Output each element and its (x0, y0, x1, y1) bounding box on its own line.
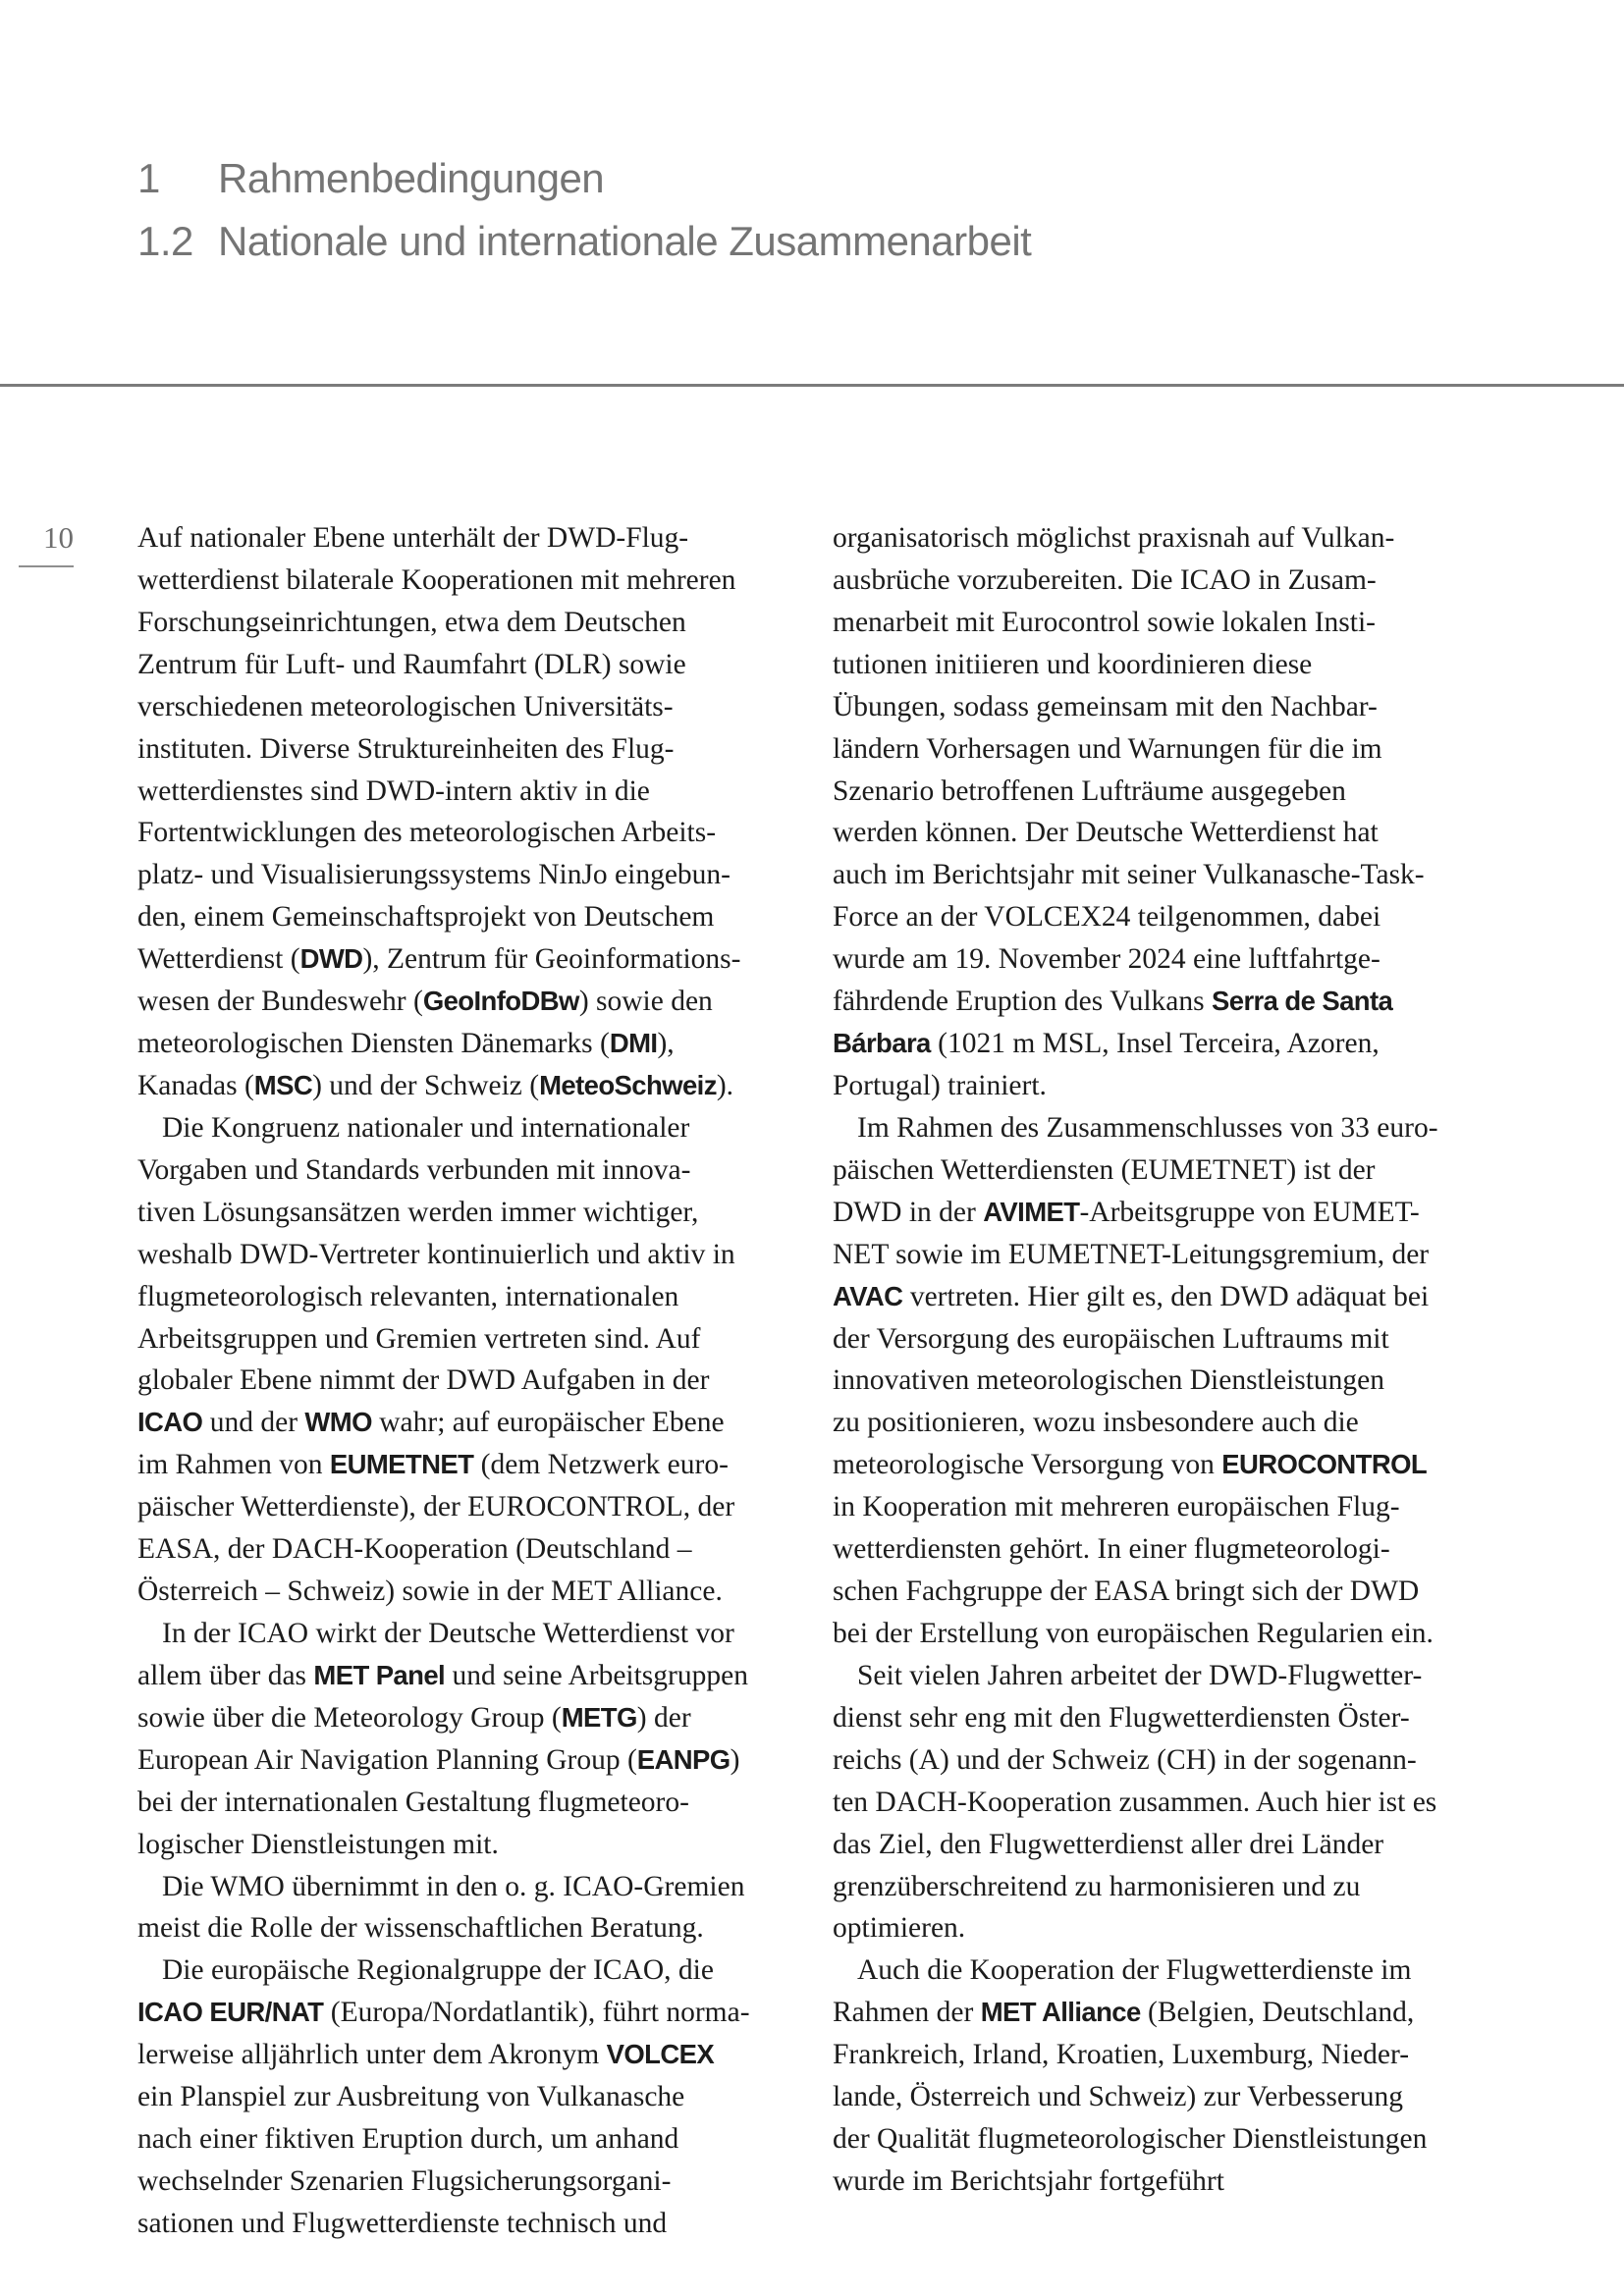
bold-acronym: EANPG (636, 1743, 731, 1775)
text-line: Österreich – Schweiz) sowie in der MET Alliance. (137, 1575, 723, 1608)
text-line: Übungen, sodass gemeinsam mit den Nachbar- (833, 690, 1378, 722)
section-number: 1.2 (137, 218, 193, 264)
bold-acronym: Serra de Santa (1212, 986, 1393, 1017)
chapter-heading (137, 147, 1031, 210)
text-line: tiven Lösungsansätzen werden immer wichtiger, (137, 1196, 699, 1228)
text-line: Die WMO übernimmt in den o. g. ICAO-Gremien (162, 1870, 745, 1902)
text-line: lande, Österreich und Schweiz) zur Verbesserung (833, 2081, 1404, 2113)
text-line: instituten. Diverse Struktureinheiten des Flug- (137, 732, 675, 765)
text-line: Portugal) trainiert. (833, 1069, 1047, 1101)
paragraph (137, 1107, 825, 1613)
bold-acronym: EUROCONTROL (1221, 1449, 1428, 1480)
text-line: wetterdienstes sind DWD-intern aktiv in die (137, 774, 650, 807)
text-line: menarbeit mit Eurocontrol sowie lokalen Insti- (833, 606, 1376, 638)
page-number: 10 (43, 520, 74, 555)
text-line: meteorologische Versorgung von EUROCONTROL (833, 1449, 1428, 1481)
paragraph (137, 1949, 825, 2244)
chapter-title: Rahmenbedingungen (218, 155, 605, 201)
text-line: ICAO und der WMO wahr; auf europäischer Ebene (137, 1407, 725, 1439)
bold-acronym: MeteoSchweiz (539, 1069, 717, 1100)
bold-acronym: GeoInfoDBw (422, 986, 579, 1017)
body-column-right (833, 517, 1520, 2203)
text-line: zu positionieren, wozu insbesondere auch die (833, 1407, 1359, 1439)
text-line: wetterdienst bilaterale Kooperationen mit mehreren (137, 563, 736, 596)
paragraph (137, 1613, 825, 1866)
text-line: schen Fachgruppe der EASA bringt sich der DWD (833, 1575, 1420, 1608)
bold-acronym: VOLCEX (606, 2039, 715, 2070)
text-line: reichs (A) und der Schweiz (CH) in der sogenann- (833, 1743, 1417, 1776)
text-line: Rahmen der MET Alliance (Belgien, Deutschland, (833, 1997, 1415, 2029)
text-line: den, einem Gemeinschaftsprojekt von Deutschem (137, 901, 715, 934)
text-line: päischen Wetterdiensten (EUMETNET) ist der (833, 1153, 1376, 1186)
text-line: optimieren. (833, 1912, 966, 1945)
text-line: DWD in der AVIMET-Arbeitsgruppe von EUMET- (833, 1196, 1420, 1228)
text-line: Arbeitsgruppen und Gremien vertreten sind. Auf (137, 1322, 701, 1355)
text-line: wurde am 19. November 2024 eine luftfahrtge- (833, 943, 1380, 976)
text-line: innovativen meteorologischen Dienstleistungen (833, 1364, 1385, 1397)
paragraph (137, 1866, 825, 1950)
section-header (137, 147, 1031, 273)
text-line: in Kooperation mit mehreren europäischen Flug- (833, 1491, 1400, 1523)
bold-acronym: EUMETNET (329, 1449, 474, 1480)
text-line: Frankreich, Irland, Kroatien, Luxemburg, Nieder- (833, 2039, 1410, 2071)
section-heading (137, 210, 1031, 273)
text-line: fährdende Eruption des Vulkans Serra de Santa (833, 986, 1393, 1018)
body-column-left (137, 517, 825, 2245)
paragraph (833, 1655, 1520, 1949)
text-line: Die europäische Regionalgruppe der ICAO, die (162, 1954, 714, 1987)
bold-acronym: ICAO (137, 1407, 203, 1438)
text-line: Force an der VOLCEX24 teilgenommen, dabei (833, 901, 1381, 934)
bold-acronym: MET Alliance (980, 1997, 1141, 2028)
text-line: platz- und Visualisierungssystems NinJo eingebun- (137, 859, 731, 891)
text-line: das Ziel, den Flugwetterdienst aller drei Länder (833, 1828, 1384, 1860)
paragraph (137, 517, 825, 1107)
text-line: Seit vielen Jahren arbeitet der DWD-Flugwetter- (857, 1659, 1423, 1691)
text-line: Kanadas (MSC) und der Schweiz (MeteoSchweiz). (137, 1069, 734, 1101)
text-line: päischer Wetterdienste), der EUROCONTROL, der (137, 1491, 735, 1523)
text-line: globaler Ebene nimmt der DWD Aufgaben in der (137, 1364, 710, 1397)
text-line: der Qualität flugmeteorologischer Dienstleistungen (833, 2123, 1428, 2156)
text-line: Auch die Kooperation der Flugwetterdienste im (857, 1954, 1412, 1987)
bold-acronym: AVAC (833, 1280, 903, 1311)
text-line: wesen der Bundeswehr (GeoInfoDBw) sowie den (137, 986, 713, 1018)
text-line: verschiedenen meteorologischen Universitäts- (137, 690, 674, 722)
bold-acronym: MET Panel (313, 1659, 446, 1690)
bold-acronym: WMO (304, 1407, 372, 1438)
text-line: auch im Berichtsjahr mit seiner Vulkanasche-Task- (833, 859, 1425, 891)
text-line: NET sowie im EUMETNET-Leitungsgremium, der (833, 1238, 1430, 1270)
paragraph (833, 1107, 1520, 1655)
text-line: Auf nationaler Ebene unterhält der DWD-Flug- (137, 522, 689, 554)
text-line: wurde im Berichtsjahr fortgeführt (833, 2164, 1224, 2197)
text-line: grenzüberschreitend zu harmonisieren und zu (833, 1870, 1361, 1902)
text-line: ein Planspiel zur Ausbreitung von Vulkanasche (137, 2081, 685, 2113)
text-line: In der ICAO wirkt der Deutsche Wetterdienst vor (162, 1617, 734, 1649)
text-line: European Air Navigation Planning Group (EANPG) (137, 1743, 740, 1776)
bold-acronym: DWD (299, 943, 363, 975)
text-line: nach einer fiktiven Eruption durch, um anhand (137, 2123, 679, 2156)
bold-acronym: AVIMET (983, 1196, 1080, 1227)
text-line: EASA, der DACH-Kooperation (Deutschland – (137, 1533, 692, 1566)
text-line: wechselnder Szenarien Flugsicherungsorgani- (137, 2164, 672, 2197)
section-title: Nationale und internationale Zusammenarbeit (218, 218, 1032, 264)
paragraph (833, 1949, 1520, 2203)
text-line: bei der internationalen Gestaltung flugmeteoro- (137, 1786, 689, 1818)
text-line: ländern Vorhersagen und Warnungen für die im (833, 732, 1382, 765)
bold-acronym: Bárbara (833, 1028, 931, 1059)
chapter-number: 1 (137, 155, 160, 201)
text-line: meteorologischen Diensten Dänemarks (DMI), (137, 1028, 675, 1060)
text-line: Fortentwicklungen des meteorologischen Arbeits- (137, 817, 717, 849)
text-line: Zentrum für Luft- und Raumfahrt (DLR) sowie (137, 648, 686, 680)
text-line: AVAC vertreten. Hier gilt es, den DWD adäquat bei (833, 1280, 1430, 1312)
text-line: Szenario betroffenen Lufträume ausgegeben (833, 774, 1346, 807)
text-line: werden können. Der Deutsche Wetterdienst hat (833, 817, 1379, 849)
text-line: wetterdiensten gehört. In einer flugmeteorologi- (833, 1533, 1390, 1566)
bold-acronym: ICAO EUR/NAT (137, 1997, 324, 2028)
text-line: ausbrüche vorzubereiten. Die ICAO in Zusam- (833, 563, 1377, 596)
paragraph (833, 517, 1520, 1107)
text-line: sowie über die Meteorology Group (METG) der (137, 1701, 691, 1734)
text-line: weshalb DWD-Vertreter kontinuierlich und aktiv in (137, 1238, 735, 1270)
text-line: der Versorgung des europäischen Luftraums mit (833, 1322, 1389, 1355)
text-line: ICAO EUR/NAT (Europa/Nordatlantik), führt norma- (137, 1997, 750, 2029)
text-line: Wetterdienst (DWD), Zentrum für Geoinformations- (137, 943, 741, 976)
text-line: sationen und Flugwetterdienste technisch und (137, 2207, 668, 2239)
text-line: dienst sehr eng mit den Flugwetterdiensten Öster- (833, 1701, 1410, 1734)
text-line: bei der Erstellung von europäischen Regularien ein. (833, 1617, 1434, 1649)
text-line: Im Rahmen des Zusammenschlusses von 33 euro- (857, 1111, 1438, 1144)
text-line: Forschungseinrichtungen, etwa dem Deutschen (137, 606, 686, 638)
bold-acronym: DMI (609, 1028, 658, 1059)
text-line: meist die Rolle der wissenschaftlichen Beratung. (137, 1912, 704, 1945)
bold-acronym: MSC (253, 1069, 313, 1100)
header-divider-rule (0, 384, 1624, 387)
text-line: flugmeteorologisch relevanten, internationalen (137, 1280, 679, 1312)
bold-acronym: METG (561, 1701, 637, 1733)
text-line: Vorgaben und Standards verbunden mit innova- (137, 1153, 691, 1186)
text-line: logischer Dienstleistungen mit. (137, 1828, 499, 1860)
text-line: Die Kongruenz nationaler und internationaler (162, 1111, 690, 1144)
text-line: organisatorisch möglichst praxisnah auf Vulkan- (833, 522, 1395, 554)
text-line: im Rahmen von EUMETNET (dem Netzwerk euro- (137, 1449, 729, 1481)
text-line: lerweise alljährlich unter dem Akronym VOLCEX (137, 2039, 715, 2071)
text-line: ten DACH-Kooperation zusammen. Auch hier ist es (833, 1786, 1437, 1818)
text-line: Bárbara (1021 m MSL, Insel Terceira, Azoren, (833, 1028, 1380, 1060)
text-line: allem über das MET Panel und seine Arbeitsgruppen (137, 1659, 748, 1691)
page-number-underline (19, 565, 74, 567)
text-line: tutionen initiieren und koordinieren diese (833, 648, 1313, 680)
